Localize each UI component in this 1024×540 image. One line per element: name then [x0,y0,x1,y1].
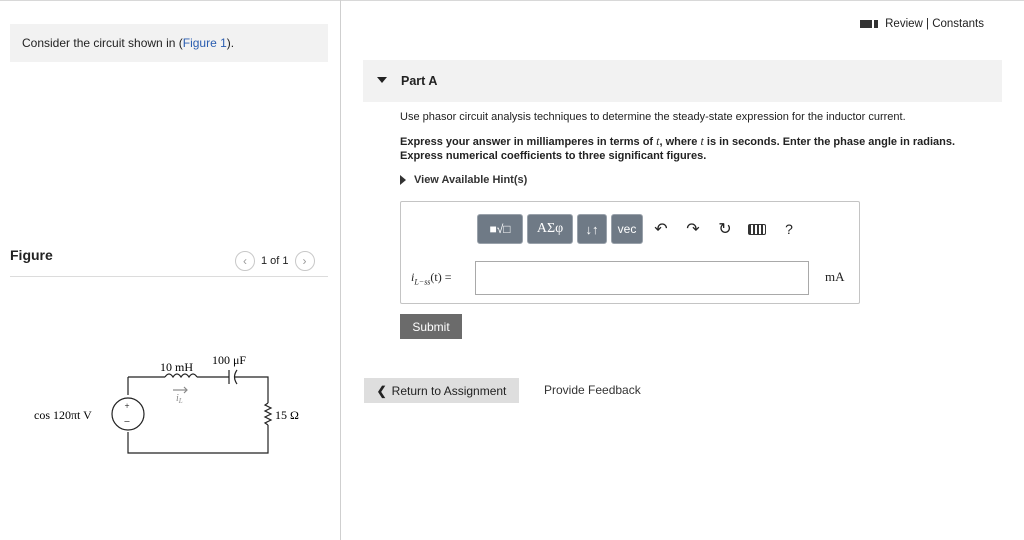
reset-icon[interactable]: ↻ [718,221,732,238]
instr-var: t [656,134,660,148]
instr-part-3: is in seconds. Enter the phase angle in radians. [706,136,956,148]
submit-button[interactable]: Submit [400,314,462,339]
figure-pager [235,250,315,272]
current-label-var: i [176,393,179,404]
review-icon [860,20,874,28]
figure-link[interactable]: Figure 1 [182,36,227,50]
part-a-label: Part A [401,74,438,88]
review-constants-link[interactable] [860,18,984,30]
math-toolbar [477,213,803,245]
intro-suffix: ). [226,36,235,50]
pager-text: 1 of 1 [261,255,289,267]
templates-button[interactable]: ■√□ [477,214,523,244]
figure-divider [10,276,328,277]
source-plus: + [124,401,130,411]
provide-feedback-link[interactable]: Provide Feedback [544,383,641,397]
redo-icon[interactable]: ↷ [686,221,700,238]
answer-label-var: i [411,270,415,284]
figure-title: Figure [10,247,53,263]
answer-label [411,270,452,286]
intro-prefix: Consider the circuit shown in ( [22,36,183,50]
inductor-label: 10 mH [160,360,193,374]
hint-label: View Available Hint(s) [414,174,528,186]
intro-box [10,24,328,62]
intro-text [22,36,234,50]
keyboard-icon [748,224,766,235]
inductor [165,374,197,377]
instr-part-2: , where [659,136,698,148]
wire-top-right [235,377,268,403]
chevron-right-icon[interactable]: › [295,251,315,271]
capacitor-label: 100 μF [212,353,247,367]
collapse-triangle-icon[interactable] [377,77,387,83]
top-border [0,0,1024,1]
vector-button[interactable]: vec [611,214,643,244]
answer-label-rest: (t) = [430,270,452,284]
answer-unit: mA [825,269,845,284]
instr-part-1: Express your answer in milliamperes in terms of [400,136,654,148]
undo-icon[interactable]: ↶ [654,221,668,238]
resistor-label: 15 Ω [275,408,299,422]
source-minus: − [123,416,131,428]
current-label [176,393,183,405]
keyboard-button[interactable] [743,214,771,244]
instr-var-2: t [700,134,704,148]
answer-label-sub: L−ss [414,277,431,287]
instr-line-2: Express numerical coefficients to three significant figures. [400,150,707,162]
answer-input[interactable] [475,261,809,295]
circuit-diagram [20,340,320,470]
instructions [400,134,1000,163]
wire-bottom [128,425,268,453]
chevron-left-icon: ❮ [376,383,387,398]
panel-divider [340,0,341,540]
question-text: Use phasor circuit analysis techniques to determine the steady-state expression for the inductor current. [400,111,906,123]
part-a-header[interactable] [363,60,1002,102]
greek-symbols-button[interactable]: ΑΣφ [527,214,573,244]
subscript-superscript-button[interactable]: ↓↑ [577,214,607,244]
return-label: Return to Assignment [391,383,507,398]
help-icon[interactable]: ? [785,221,793,237]
chevron-left-icon[interactable]: ‹ [235,251,255,271]
current-label-sub: L [178,397,183,405]
source-label: cos 120πt V [34,408,92,422]
return-to-assignment-button[interactable] [364,378,519,403]
answer-box [400,201,860,304]
expand-triangle-icon [400,175,406,185]
review-label: Review | Constants [885,18,984,30]
view-hints-toggle[interactable] [400,174,527,186]
resistor [265,403,271,425]
